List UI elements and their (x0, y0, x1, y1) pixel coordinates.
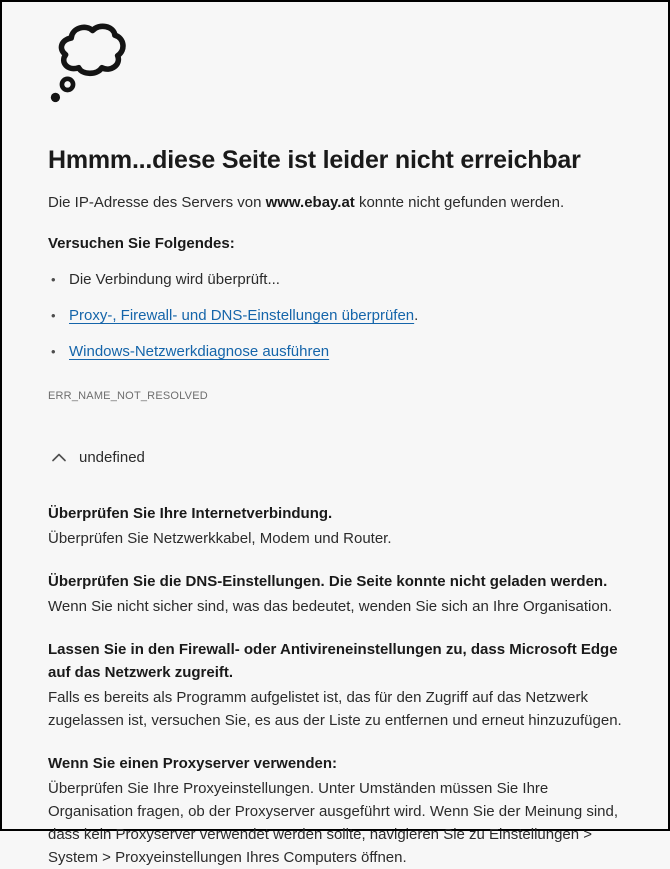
suggestion-list (48, 269, 624, 363)
suggestion-item-connection-check (48, 269, 624, 291)
section-proxy-server (48, 752, 624, 869)
host-name: www.ebay.at (265, 194, 355, 211)
details-sections (48, 502, 624, 869)
section-heading: Lassen Sie in den Firewall- oder Antivireneinstellungen zu, dass Microsoft Edge auf das Netzwerk zugreift. (48, 641, 618, 681)
suggestion-item-proxy-settings (48, 305, 624, 327)
section-internet-connection (48, 502, 624, 550)
section-body: Falls es bereits als Programm aufgelistet ist, das für den Zugriff auf das Netzwerk zugelassen ist, versuchen Sie, es aus der Liste zu entfernen und erneut hinzuzufügen. (48, 689, 622, 729)
section-heading: Wenn Sie einen Proxyserver verwenden: (48, 755, 338, 772)
suggestion-text: Die Verbindung wird überprüft... (69, 271, 280, 288)
section-body: Überprüfen Sie Ihre Proxyeinstellungen. Unter Umständen müssen Sie Ihre Organisation fragen, ob der Proxyserver ausgeführt wird. Wenn Sie der Meinung sind, dass kein Proxyserver verwendet werden sollte, navigieren Sie zu Einstellungen > System > Proxyeinstellungen Ihres Computers öffnen. (48, 780, 619, 866)
network-diagnostics-link[interactable]: Windows-Netzwerkdiagnose ausführen (69, 343, 330, 360)
page-title: Hmmm...diese Seite ist leider nicht erreichbar (48, 146, 581, 174)
error-description-after: konnte nicht gefunden werden. (354, 194, 565, 211)
details-toggle-label: undefined (79, 449, 145, 466)
section-body: Überprüfen Sie Netzwerkkabel, Modem und Router. (48, 530, 392, 547)
suggestion-item-network-diagnostics (48, 341, 624, 363)
error-description (48, 192, 624, 214)
section-heading: Überprüfen Sie Ihre Internetverbindung. (48, 505, 333, 522)
suggestions-heading: Versuchen Sie Folgendes: (48, 235, 235, 252)
proxy-firewall-dns-link[interactable]: Proxy-, Firewall- und DNS-Einstellungen überprüfen (69, 307, 415, 324)
error-description-before: Die IP-Adresse des Servers von (48, 194, 266, 211)
error-page (2, 2, 668, 866)
section-heading: Überprüfen Sie die DNS-Einstellungen. Die Seite konnte nicht geladen werden. (48, 573, 608, 590)
section-dns-settings (48, 570, 624, 618)
chevron-up-icon (52, 453, 66, 462)
thought-bubble-icon (48, 20, 126, 108)
error-code: ERR_NAME_NOT_RESOLVED (48, 390, 208, 402)
section-body: Wenn Sie nicht sicher sind, was das bedeutet, wenden Sie sich an Ihre Organisation. (48, 598, 613, 615)
details-toggle-button[interactable] (52, 449, 145, 466)
section-firewall-antivirus (48, 638, 624, 732)
suggestion-suffix: . (414, 307, 419, 324)
